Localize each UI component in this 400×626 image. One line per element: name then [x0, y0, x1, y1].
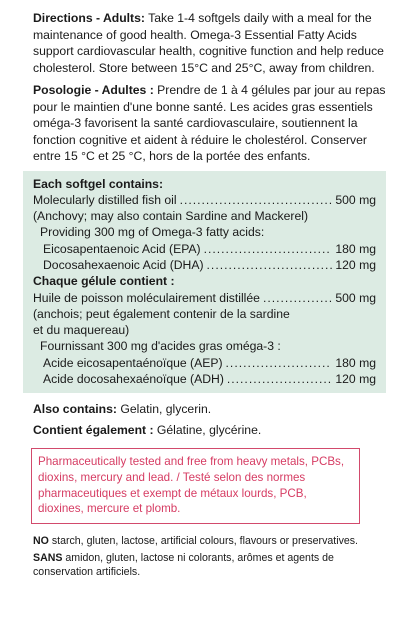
- ingredient-name: Huile de poisson moléculairement distillée: [33, 290, 260, 305]
- sans-text: amidon, gluten, lactose ni colorants, arômes et agents de conservation artificiels.: [33, 551, 334, 579]
- ingredient-value: 120 mg: [335, 257, 376, 272]
- ingredient-value: 180 mg: [335, 241, 376, 256]
- ingredient-row-dha: [33, 257, 376, 273]
- ingredient-row-adh: [33, 371, 376, 387]
- also-contains-label: Also contains:: [33, 402, 117, 417]
- ingredient-source-note-en: (Anchovy; may also contain Sardine and Mackerel): [33, 209, 309, 224]
- also-contains-fr: [33, 422, 386, 439]
- testing-notice: Pharmaceutically tested and free from heavy metals, PCBs, dioxins, mercury and lead. / Testé selon des normes pharmaceutiques et exempt de métaux lourds, PCB, dioxines, mercure et plomb.: [31, 448, 360, 523]
- also-contains-text: Gelatin, glycerin.: [116, 402, 212, 417]
- ingredient-name: Molecularly distilled fish oil: [33, 192, 177, 207]
- ingredient-source-note-fr: (anchois; peut également contenir de la sardine et du maquereau): [33, 306, 290, 338]
- ingredient-name: Acide docosahexaénoïque (ADH): [43, 372, 224, 387]
- directions-english: [33, 10, 386, 76]
- ingredient-value: 120 mg: [335, 372, 376, 387]
- ingredient-value: 500 mg: [335, 192, 376, 207]
- posologie-label: Posologie - Adultes :: [33, 83, 154, 97]
- directions-french: [33, 82, 386, 165]
- free-from-text: starch, gluten, lactose, artificial colours, flavours or preservatives.: [48, 534, 359, 547]
- leader-dots: [227, 371, 332, 387]
- also-contains-en: [33, 401, 386, 418]
- leader-dots: [204, 241, 333, 257]
- contient-text: Gélatine, glycérine.: [153, 422, 262, 437]
- leader-dots: [263, 290, 332, 306]
- ingredients-panel: [23, 171, 386, 394]
- ingredient-name: Eicosapentaenoic Acid (EPA): [43, 241, 201, 256]
- ingredient-row-aep: [33, 355, 376, 371]
- posologie-text: Prendre de 1 à 4 gélules par jour au repas pour le maintien d'une bonne santé. Les acides gras essentiels oméga-3 favorisent la santé cardiovasculaire, soutiennent la fonction cognitive et aident à réduire le cholestérol. Conserver entre 15 °C et 25 °C, hors de la portée des enfants.: [33, 83, 386, 163]
- free-from-fr: [33, 551, 386, 581]
- ingredient-row-epa: [33, 241, 376, 257]
- ingredient-row-fish-oil: [33, 192, 376, 208]
- sans-label: SANS: [33, 551, 63, 564]
- directions-label: Directions - Adults:: [33, 11, 145, 25]
- leader-dots: [207, 257, 333, 273]
- leader-dots: [180, 192, 333, 208]
- free-from-en: [33, 534, 386, 549]
- leader-dots: [226, 355, 333, 371]
- ingredients-heading-en: Each softgel contains:: [33, 176, 164, 191]
- ingredient-row-huile: [33, 290, 376, 306]
- directions-text: Take 1-4 softgels daily with a meal for the maintenance of good health. Omega-3 Essential Fatty Acids support cardiovascular health, cognitive function and help reduce cholesterol. Store between 15°C and 25°C, away from children.: [33, 11, 384, 75]
- ingredient-value: 180 mg: [335, 355, 376, 370]
- ingredient-name: Acide eicosapentaénoïque (AEP): [43, 355, 223, 370]
- contient-label: Contient également :: [33, 422, 154, 437]
- providing-line-en: Providing 300 mg of Omega-3 fatty acids:: [40, 225, 265, 240]
- ingredients-heading-fr: Chaque gélule contient :: [33, 274, 175, 289]
- ingredient-value: 500 mg: [335, 290, 376, 305]
- ingredient-name: Docosahexaenoic Acid (DHA): [43, 257, 204, 272]
- free-from-label: NO: [33, 534, 49, 547]
- providing-line-fr: Fournissant 300 mg d'acides gras oméga-3 :: [40, 339, 281, 354]
